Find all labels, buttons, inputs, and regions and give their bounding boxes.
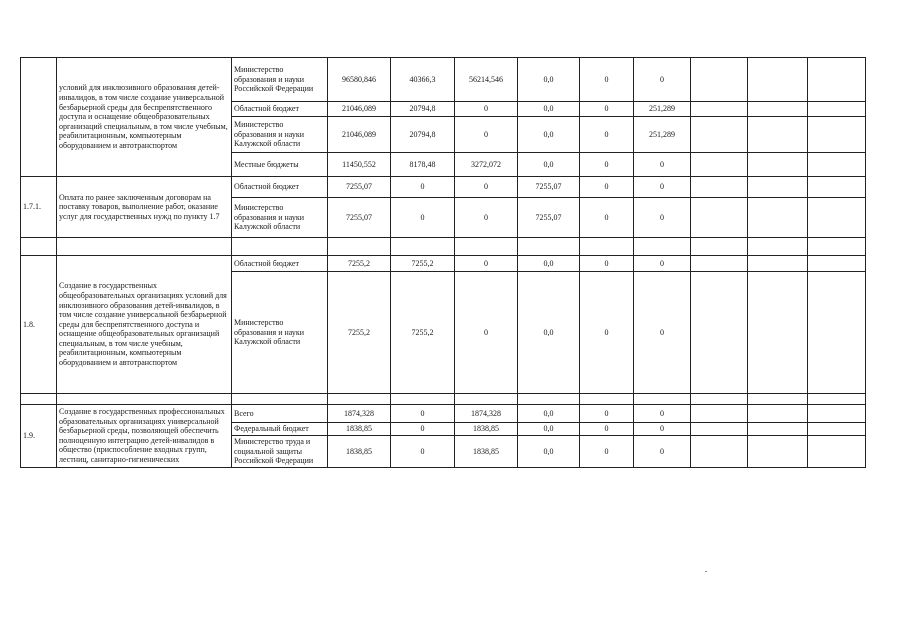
item-number: 1.8.: [21, 256, 57, 394]
amount-cell-v3: 0: [455, 102, 518, 117]
empty-cell: [808, 394, 866, 405]
empty-cell: [328, 394, 391, 405]
amount-cell-v2: 0: [391, 405, 455, 423]
empty-cell: [808, 58, 866, 102]
empty-cell: [691, 198, 748, 238]
amount-cell-v6: 0: [634, 423, 691, 436]
empty-cell: [691, 272, 748, 394]
amount-cell-v2: 7255,2: [391, 272, 455, 394]
amount-cell-v4: 0,0: [518, 102, 580, 117]
table-body: [21, 58, 866, 468]
amount-cell-v3: 3272,072: [455, 153, 518, 177]
amount-cell-v1: 21046,089: [328, 102, 391, 117]
funding-source: Областной бюджет: [232, 102, 328, 117]
funding-source: Министерство образования и науки Российской Федерации: [232, 58, 328, 102]
empty-cell: [748, 153, 808, 177]
empty-cell: [748, 177, 808, 198]
amount-cell-v4: 0,0: [518, 405, 580, 423]
spacer-row: [21, 238, 866, 256]
empty-cell: [232, 394, 328, 405]
amount-cell-v4: 7255,07: [518, 177, 580, 198]
empty-cell: [808, 102, 866, 117]
amount-cell-v1: 7255,07: [328, 198, 391, 238]
funding-source: Министерство образования и науки Калужской области: [232, 198, 328, 238]
amount-cell-v2: 20794,8: [391, 102, 455, 117]
empty-cell: [748, 117, 808, 153]
amount-cell-v5: 0: [580, 58, 634, 102]
amount-cell-v2: 0: [391, 423, 455, 436]
table-row: [21, 177, 866, 198]
amount-cell-v6: 0: [634, 58, 691, 102]
amount-cell-v6: 0: [634, 177, 691, 198]
amount-cell-v2: 0: [391, 198, 455, 238]
empty-cell: [391, 394, 455, 405]
empty-cell: [808, 272, 866, 394]
empty-cell: [580, 238, 634, 256]
empty-cell: [691, 177, 748, 198]
empty-cell: [808, 117, 866, 153]
amount-cell-v3: 0: [455, 256, 518, 272]
item-number: 1.9.: [21, 405, 57, 468]
empty-cell: [748, 102, 808, 117]
amount-cell-v3: 0: [455, 272, 518, 394]
amount-cell-v3: 56214,546: [455, 58, 518, 102]
empty-cell: [748, 394, 808, 405]
item-number: [21, 58, 57, 177]
empty-cell: [748, 423, 808, 436]
empty-cell: [808, 256, 866, 272]
amount-cell-v5: 0: [580, 177, 634, 198]
empty-cell: [691, 405, 748, 423]
funding-source: Областной бюджет: [232, 256, 328, 272]
empty-cell: [748, 238, 808, 256]
amount-cell-v5: 0: [580, 405, 634, 423]
amount-cell-v2: 0: [391, 436, 455, 468]
amount-cell-v6: 0: [634, 153, 691, 177]
item-description: Создание в государственных профессиональных образовательных организациях универсальной безбарьерной среды, позволяющей обеспечить полноценную интеграцию детей-инвалидов в общество (приспособление входных групп, лестниц, санитарно-гигиенических: [57, 405, 232, 468]
empty-cell: [634, 394, 691, 405]
item-description: Оплата по ранее заключенным договорам на поставку товаров, выполнение работ, оказание услуг для государственных нужд по пункту 1.7: [57, 177, 232, 238]
amount-cell-v6: 0: [634, 272, 691, 394]
amount-cell-v3: 1838,85: [455, 436, 518, 468]
empty-cell: [808, 238, 866, 256]
funding-source: Министерство образования и науки Калужской области: [232, 272, 328, 394]
empty-cell: [748, 272, 808, 394]
amount-cell-v2: 8178,48: [391, 153, 455, 177]
amount-cell-v4: 0,0: [518, 256, 580, 272]
amount-cell-v1: 7255,2: [328, 272, 391, 394]
amount-cell-v3: 0: [455, 177, 518, 198]
amount-cell-v1: 96580,846: [328, 58, 391, 102]
amount-cell-v4: 0,0: [518, 436, 580, 468]
funding-source: Всего: [232, 405, 328, 423]
amount-cell-v1: 1838,85: [328, 436, 391, 468]
empty-cell: [455, 394, 518, 405]
empty-cell: [691, 102, 748, 117]
empty-cell: [808, 177, 866, 198]
amount-cell-v1: 7255,07: [328, 177, 391, 198]
funding-source: Федеральный бюджет: [232, 423, 328, 436]
amount-cell-v4: 0,0: [518, 117, 580, 153]
amount-cell-v6: 0: [634, 256, 691, 272]
empty-cell: [57, 238, 232, 256]
amount-cell-v6: 0: [634, 436, 691, 468]
table-row: [21, 256, 866, 272]
amount-cell-v2: 7255,2: [391, 256, 455, 272]
amount-cell-v6: 0: [634, 405, 691, 423]
amount-cell-v6: 251,289: [634, 117, 691, 153]
empty-cell: [808, 436, 866, 468]
amount-cell-v2: 20794,8: [391, 117, 455, 153]
table-row: [21, 58, 866, 102]
empty-cell: [808, 423, 866, 436]
empty-cell: [518, 394, 580, 405]
amount-cell-v5: 0: [580, 198, 634, 238]
amount-cell-v2: 40366,3: [391, 58, 455, 102]
amount-cell-v4: 0,0: [518, 423, 580, 436]
amount-cell-v1: 11450,552: [328, 153, 391, 177]
funding-source: Министерство образования и науки Калужской области: [232, 117, 328, 153]
amount-cell-v5: 0: [580, 272, 634, 394]
empty-cell: [691, 58, 748, 102]
amount-cell-v5: 0: [580, 117, 634, 153]
amount-cell-v1: 21046,089: [328, 117, 391, 153]
empty-cell: [580, 394, 634, 405]
empty-cell: [21, 394, 57, 405]
spacer-row: [21, 394, 866, 405]
amount-cell-v5: 0: [580, 102, 634, 117]
table-row: [21, 405, 866, 423]
amount-cell-v4: 7255,07: [518, 198, 580, 238]
scan-speck: [705, 571, 707, 572]
amount-cell-v3: 1874,328: [455, 405, 518, 423]
budget-table: [20, 57, 866, 468]
funding-source: Областной бюджет: [232, 177, 328, 198]
item-number: 1.7.1.: [21, 177, 57, 238]
amount-cell-v4: 0,0: [518, 58, 580, 102]
empty-cell: [808, 153, 866, 177]
amount-cell-v5: 0: [580, 153, 634, 177]
amount-cell-v4: 0,0: [518, 272, 580, 394]
empty-cell: [748, 198, 808, 238]
amount-cell-v3: 0: [455, 198, 518, 238]
empty-cell: [691, 423, 748, 436]
empty-cell: [691, 436, 748, 468]
empty-cell: [808, 405, 866, 423]
amount-cell-v6: 0: [634, 198, 691, 238]
empty-cell: [21, 238, 57, 256]
amount-cell-v5: 0: [580, 436, 634, 468]
amount-cell-v3: 0: [455, 117, 518, 153]
empty-cell: [455, 238, 518, 256]
funding-source: Местные бюджеты: [232, 153, 328, 177]
amount-cell-v6: 251,289: [634, 102, 691, 117]
amount-cell-v4: 0,0: [518, 153, 580, 177]
funding-source: Министерство труда и социальной защиты Российской Федерации: [232, 436, 328, 468]
amount-cell-v5: 0: [580, 256, 634, 272]
empty-cell: [748, 436, 808, 468]
empty-cell: [808, 198, 866, 238]
amount-cell-v2: 0: [391, 177, 455, 198]
item-description: Создание в государственных общеобразовательных организациях условий для инклюзивного образования детей-инвалидов, в том числе создание универсальной безбарьерной среды для беспрепятственного доступа и оснащение общеобразовательных организаций специальным, в том числе учебным, реабилитационным, компьютерным оборудованием и автотранспортом: [57, 256, 232, 394]
empty-cell: [691, 238, 748, 256]
empty-cell: [748, 405, 808, 423]
empty-cell: [748, 256, 808, 272]
empty-cell: [691, 153, 748, 177]
empty-cell: [391, 238, 455, 256]
amount-cell-v1: 1838,85: [328, 423, 391, 436]
item-description: условий для инклюзивного образования детей-инвалидов, в том числе создание универсальной безбарьерной среды для беспрепятственного доступа и оснащение общеобразовательных организаций специальным, в том числе учебным, реабилитационным, компьютерным оборудованием и автотранспортом: [57, 58, 232, 177]
empty-cell: [691, 256, 748, 272]
amount-cell-v1: 7255,2: [328, 256, 391, 272]
amount-cell-v1: 1874,328: [328, 405, 391, 423]
empty-cell: [57, 394, 232, 405]
amount-cell-v5: 0: [580, 423, 634, 436]
empty-cell: [328, 238, 391, 256]
empty-cell: [518, 238, 580, 256]
empty-cell: [691, 394, 748, 405]
empty-cell: [232, 238, 328, 256]
amount-cell-v3: 1838,85: [455, 423, 518, 436]
empty-cell: [691, 117, 748, 153]
empty-cell: [748, 58, 808, 102]
empty-cell: [634, 238, 691, 256]
